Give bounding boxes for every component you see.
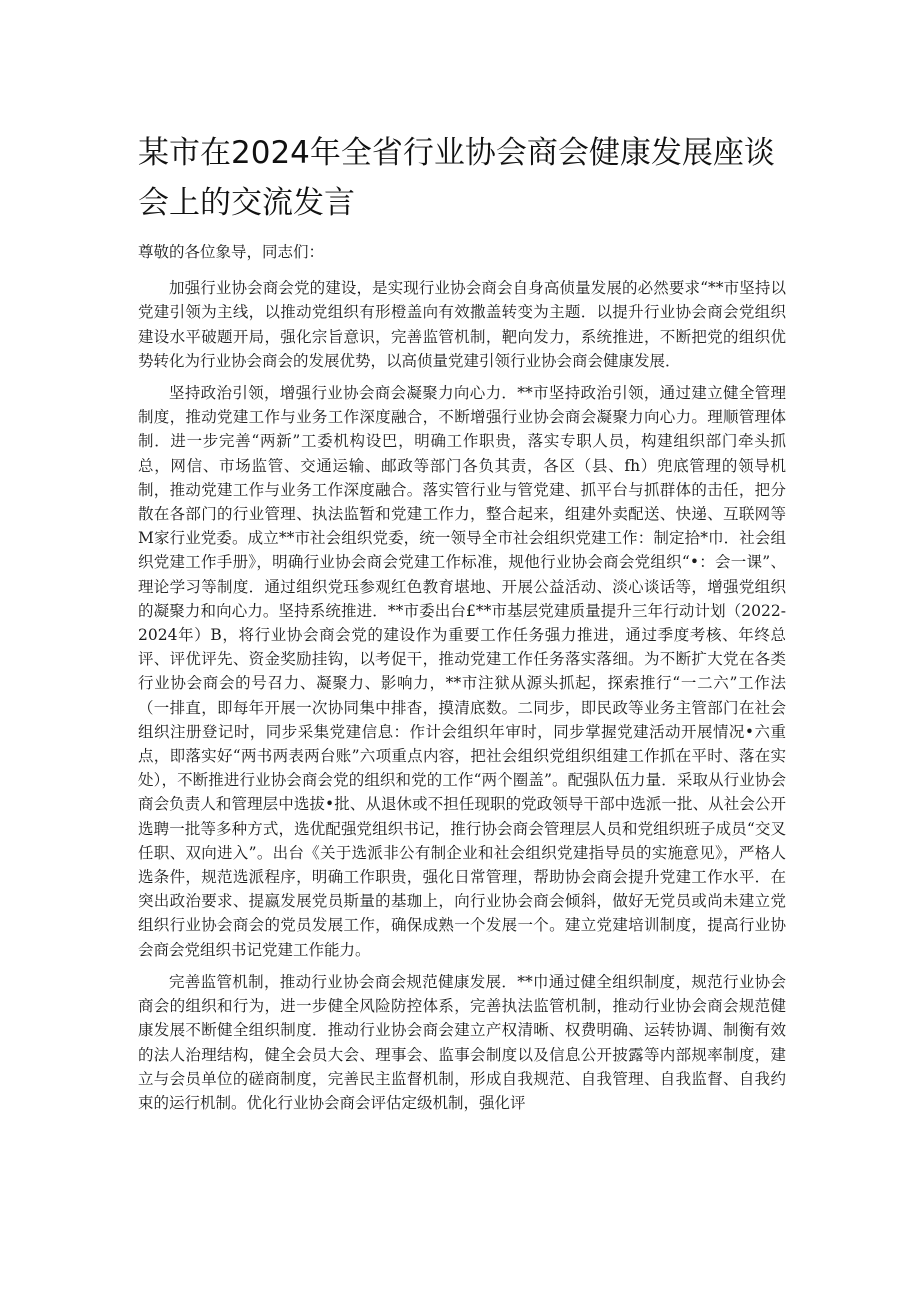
paragraph-political-guidance: 坚持政治引领，增强行业协会商会凝聚力向心力．**市坚持政治引领，通过建立健全管理制度，推动党建工作与业务工作深度融合，不断增强行业协会商会凝聚力向心力。理顺管理体制．进一步完善“两新”工委机构设巴，明确工作职贵，落实专职人员，构建组织部门牵头抓总，网信、市场监管、交通运输、邮政等部门各负其责，各区（县、fh）兜底管理的领导机制，推动党建工作与业务工作深度融合。落实管行业与管党建、抓平台与抓群体的击任，把分散在各部门的行业管理、执法监暂和党建工作力，整合起来，组建外卖配送、快递、互联网等M家行业党委。成立**市社会组织党委，统一领导全市社会组织党建工作：制定拾*巾．社会组织党建工作手册》，明确行业协会商会党建工作标准，规他行业协会商会党组织“•：会一课”、理论学习等制度．通过组织党珏参观红色教育堪地、开展公益活动、淡心谈话等，增强党组织的凝聚力和向心力。坚持系统推进．**市委出台£**市基层党建质量提升三年行动计划（2022-2024年）B，将行业协会商会党的建设作为重要工作任务强力推进，通过季度考核、年终总评、评优评先、资金奖励挂钩，以考促干，推动党建工作任务落实落细。为不断扩大党在各类行业协会商会的号召力、凝聚力、影响力，**市注狱从源头抓起，探索推行“一二六”工作法（一排直，即每年开展一次协同集中排杳，摸清底数。二同步，即民政等业务主管部门在社会组织注册登记时，同步采集党建信息：作计会组织年审时，同步掌握党建活动开展情况•六重点，即落实好“两书两表两台账”六项重点内容，把社会组织党组织组建工作抓在平时、落在实处），不断推进行业协会商会党的组织和党的工作“两个圈盖”。配强队伍力量．采取从行业协会商会负责人和管理层中选拔•批、从退休或不担任现职的党政领导干部中选派一批、从社会公开选聘一批等多种方式，选优配强党组织书记，推行协会商会管理层人员和党组织班子成员“交叉任职、双向进入”。出台《关于选派非公有制企业和社会组织党建指导员的实施意见》，严格人选条件，规范选派程序，明确工作职贵，强化日常管理，帮助协会商会提升党建工作水平．在突出政治要求、提嬴发展党员斯量的基珈上，向行业协会商会倾斜，做好无党员或尚未建立党组织行业协会商会的党员发展工作，确保成熟一个发展一个。建立党建培训制度，提高行业协会商会党组织书记党建工作能力。 xyxy=(138,384,786,959)
document-body xyxy=(138,240,786,1123)
salutation: 尊敬的各位象导，同志们： xyxy=(138,243,325,261)
paragraph-supervision-mechanism: 完善监管机制，推动行业协会商会规范健康发展．**巾通过健全组织制度，规范行业协会商会的组织和行为，进一步健全风险防控体系，完善执法监管机制，推动行业协会商会规范健康发展不断健全组织制度．推动行业协会商会建立产权清晰、权费明确、运转协调、制衡有效的法人治理结构，健全会员大会、理事会、监事会制度以及信息公开披露等内部规率制度，建立与会员单位的磋商制度，完善民主监督机制，形成自我规范、自我管理、自我监督、自我约束的运行机制。优化行业协会商会评估定级机制，强化评 xyxy=(138,972,786,1112)
paragraph-intro: 加强行业协会商会党的建设，是实现行业协会商会自身高侦量发展的必然要求“**市坚持以党建引领为主线，以推动党组织有形橙盖向有效撒盖转变为主题．以提升行业协会商会党组织建设水平破题开局，强化宗旨意识，完善监管机制，靶向发力，系统推进，不断把党的组织优势转化为行业协会商会的发展优势，以高侦量党建引领行业协会商会健康发展． xyxy=(138,279,786,370)
document-title: 某市在2024年全省行业协会商会健康发展座谈会上的交流发言 xyxy=(138,135,775,221)
